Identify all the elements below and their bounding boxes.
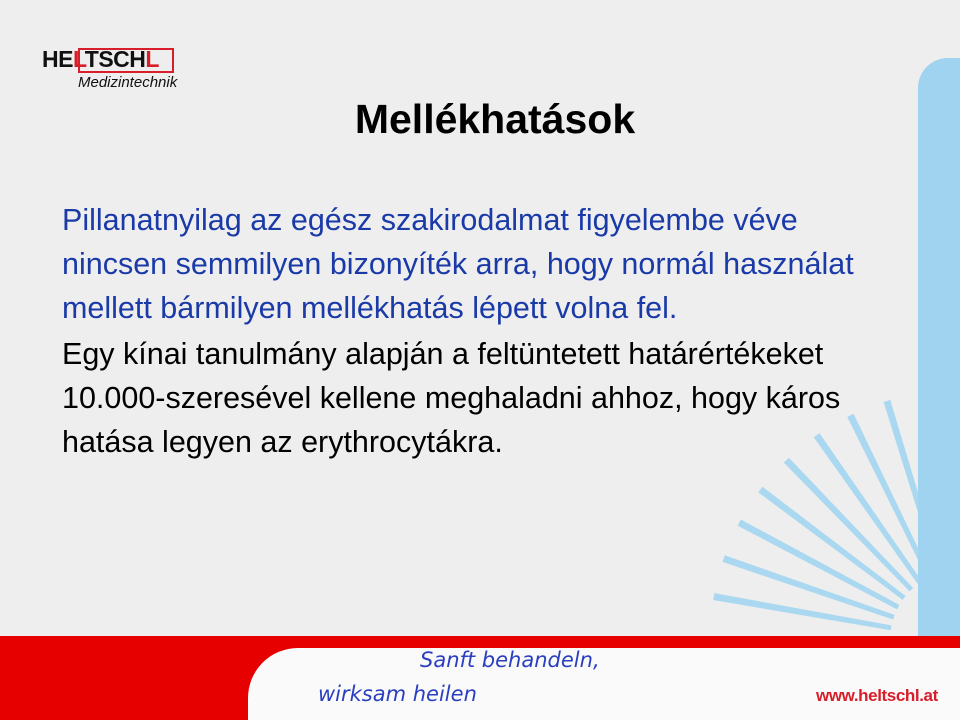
slogan-line-2: wirksam heilen xyxy=(318,682,477,706)
logo-subtitle: Medizintechnik xyxy=(78,74,178,91)
side-blue-band xyxy=(918,58,960,658)
sun-ray xyxy=(723,555,895,619)
logo-frame xyxy=(78,48,174,73)
logo-wordmark: HELTSCHL xyxy=(42,46,159,72)
slide-body xyxy=(62,198,892,464)
paragraph-chinese-study: Egy kínai tanulmány alapján a feltüntetett határértékeket 10.000-szeresével kellene meghaladni ahhoz, hogy káros hatása legyen az erythrocytákra. xyxy=(62,337,841,459)
company-logo xyxy=(42,46,192,96)
slide-title: Mellékhatások xyxy=(354,96,636,142)
paragraph-literature: Pillanatnyilag az egész szakirodalmat figyelembe véve nincsen semmilyen bizonyíték arra, hogy normál használat mellett bármilyen mellékhatás lépett volna fel. xyxy=(62,203,854,325)
slogan-line-1: Sanft behandeln, xyxy=(420,648,600,672)
website-link[interactable]: www.heltschl.at xyxy=(816,686,938,705)
sun-ray xyxy=(713,593,891,630)
